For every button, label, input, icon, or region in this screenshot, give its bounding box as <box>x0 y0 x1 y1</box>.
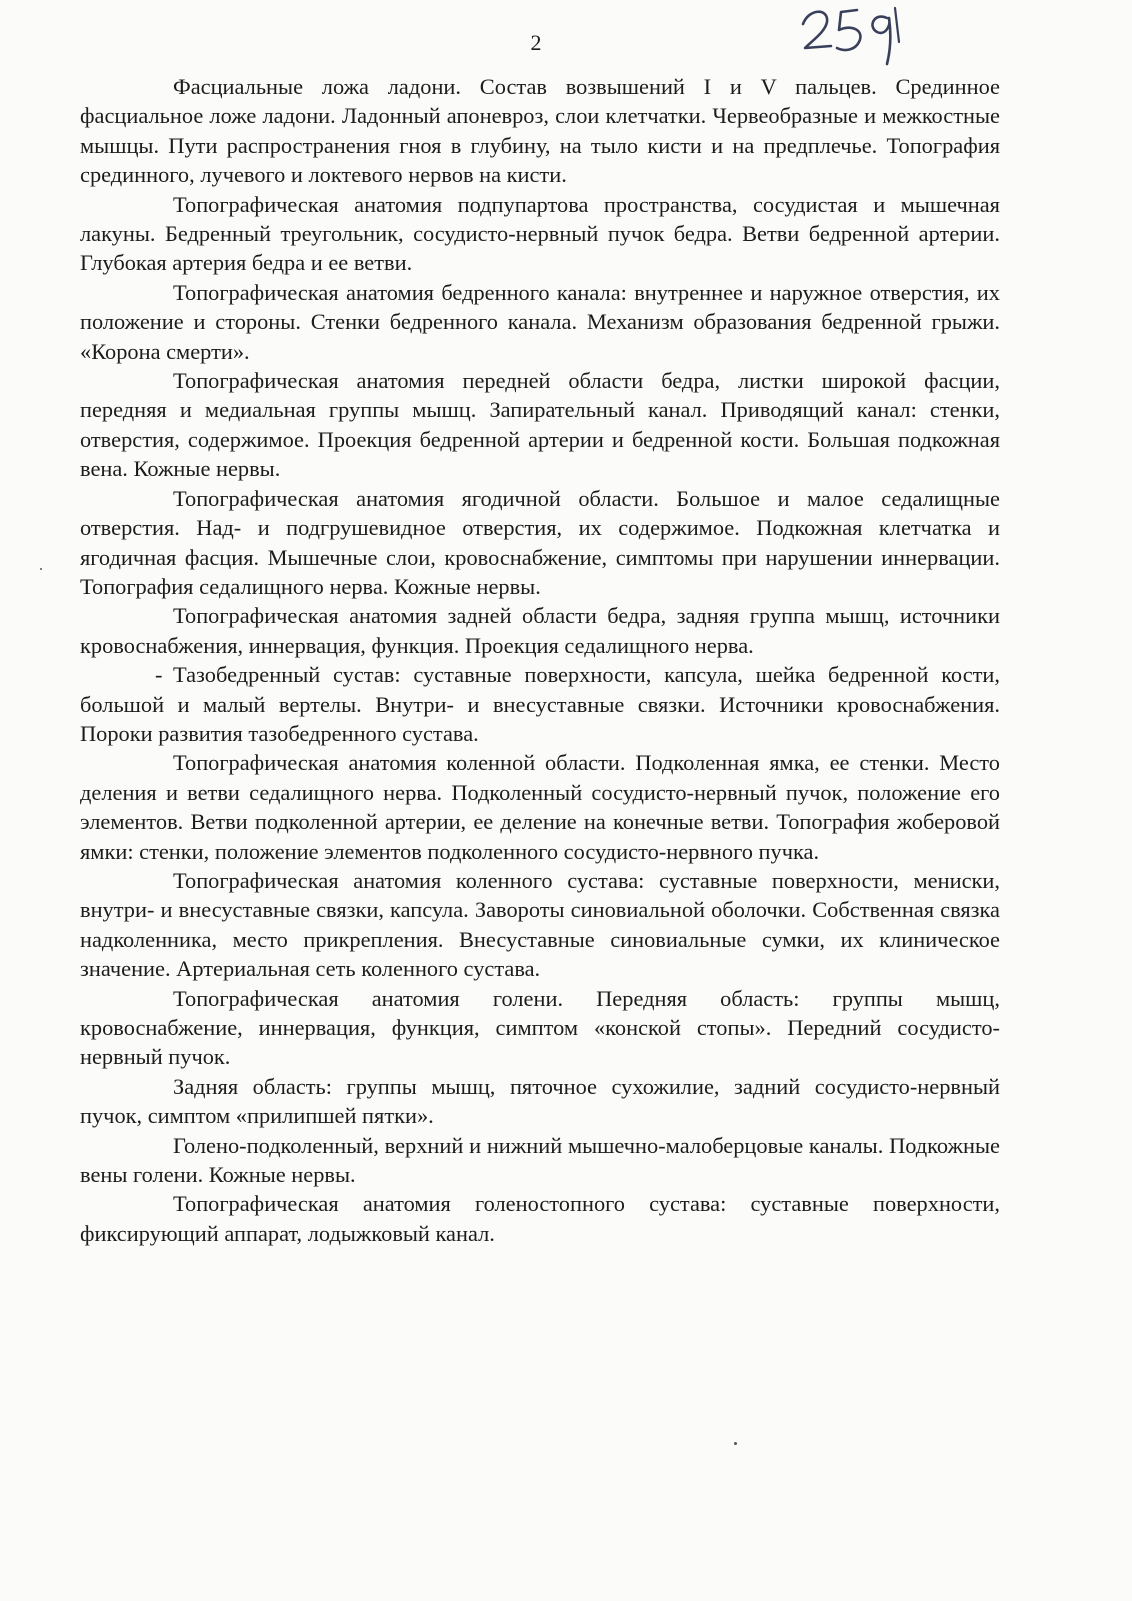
bullet-marker: - <box>155 662 163 688</box>
handwritten-page-mark <box>795 2 915 72</box>
paragraph-hip-joint <box>80 660 1000 748</box>
paragraph-gluteal-region: Топографическая анатомия ягодичной области. Большое и малое седалищные отверстия. Над- и подгрушевидное отверстия, их содержимое. Подкожная клетчатка и ягодичная фасция. Мышечные слои, кровоснабжение, симптомы при нарушении иннервации. Топография седалищного нерва. Кожные нервы. <box>80 485 1000 599</box>
document-body <box>80 72 1000 1248</box>
paragraph-subinguinal-space: Топографическая анатомия подпупартова пространства, сосудистая и мышечная лакуны. Бедренный треугольник, сосудисто-нервный пучок бедра. Ветви бедренной артерии. Глубокая артерия бедра и ее ветви. <box>80 191 1000 276</box>
paragraph-anterior-thigh: Топографическая анатомия передней области бедра, листки широкой фасции, передняя и медиальная группы мышц. Запирательный канал. Приводящий канал: стенки, отверстия, содержимое. Проекция бедренной артерии и бедренной кости. Большая подкожная вена. Кожные нервы. <box>80 368 1000 482</box>
paragraph-leg-posterior: Задняя область: группы мышц, пяточное сухожилие, задний сосудисто-нервный пучок, симптом «прилипшей пятки». <box>80 1073 1000 1129</box>
paragraph-leg-anterior: Топографическая анатомия голени. Передняя область: группы мышц, кровоснабжение, иннервация, функция, симптом «конской стопы». Передний сосудисто-нервный пучок. <box>80 985 1000 1070</box>
page-number: 2 <box>530 30 542 55</box>
paragraph-knee-region: Топографическая анатомия коленной области. Подколенная ямка, ее стенки. Место деления и ветви седалищного нерва. Подколенный сосудисто-нервный пучок, положение его элементов. Ветви подколенной артерии, ее деление на конечные ветви. Топография жоберовой ямки: стенки, положение элементов подколенного сосудисто-нервного пучка. <box>80 750 1000 864</box>
scan-speck <box>734 1442 737 1445</box>
paragraph-knee-joint: Топографическая анатомия коленного сустава: суставные поверхности, мениски, внутри- и внесуставные связки, капсула. Завороты синовиальной оболочки. Собственная связка надколенника, место прикрепления. Внесуставные синовиальные сумки, их клиническое значение. Артериальная сеть коленного сустава. <box>80 867 1000 982</box>
paragraph-ankle-joint: Топографическая анатомия голеностопного сустава: суставные поверхности, фиксирующий аппарат, лодыжковый канал. <box>80 1191 1000 1246</box>
paragraph-hand-fascial-beds: Фасциальные ложа ладони. Состав возвышений I и V пальцев. Срединное фасциальное ложе ладони. Ладонный апоневроз, слои клетчатки. Червеобразные и межкостные мышцы. Пути распространения гноя в глубину, на тыло кисти и на предплечье. Топография срединного, лучевого и локтевого нервов на кисти. <box>80 74 1000 188</box>
paragraph-hip-joint-text: Тазобедренный сустав: суставные поверхности, капсула, шейка бедренной кости, большой и малый вертелы. Внутри- и внесуставные связки. Источники кровоснабжения. Пороки развития тазобедренного сустава. <box>80 662 1000 746</box>
scan-speck <box>40 568 42 570</box>
paragraph-leg-canals: Голено-подколенный, верхний и нижний мышечно-малоберцовые каналы. Подкожные вены голени. Кожные нервы. <box>80 1132 1000 1188</box>
paragraph-femoral-canal: Топографическая анатомия бедренного канала: внутреннее и наружное отверстия, их положение и стороны. Стенки бедренного канала. Механизм образования бедренной грыжи. «Корона смерти». <box>80 279 1000 364</box>
paragraph-posterior-thigh: Топографическая анатомия задней области бедра, задняя группа мышц, источники кровоснабжения, иннервация, функция. Проекция седалищного нерва. <box>80 603 1000 658</box>
